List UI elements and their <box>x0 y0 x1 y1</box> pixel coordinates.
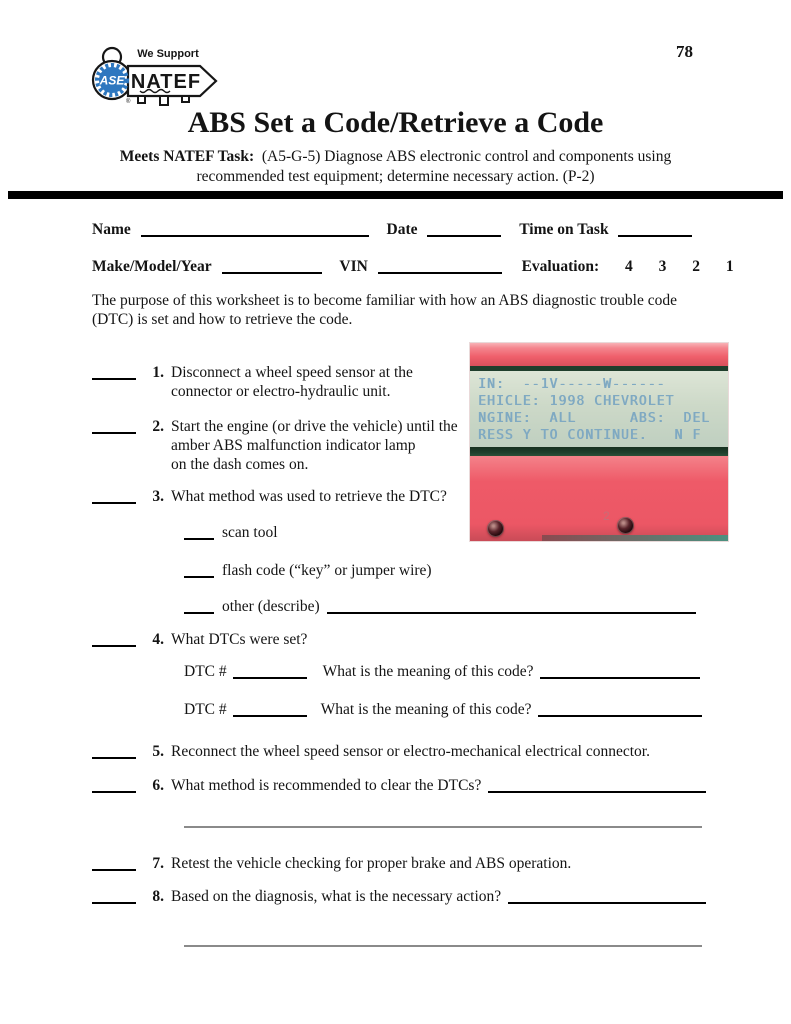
photo-bottom-edge <box>542 535 728 541</box>
dtc-meaning-blank <box>540 664 700 679</box>
dtc-meaning-question: What is the meaning of this code? <box>322 663 534 680</box>
task-2-check-blank <box>92 419 136 434</box>
task-item-3 <box>92 487 447 506</box>
task-item-4 <box>92 630 307 649</box>
page-title: ABS Set a Code/Retrieve a Code <box>187 106 604 139</box>
time-on-task-field-blank <box>618 222 692 237</box>
vin-label: VIN <box>339 258 368 275</box>
registered-mark: ® <box>126 99 131 105</box>
evaluation-value-1: 1 <box>725 258 734 275</box>
date-field-blank <box>427 222 501 237</box>
task-1-check-blank <box>92 365 136 380</box>
date-label: Date <box>386 221 418 238</box>
purpose-line-1: The purpose of this worksheet is to become familiar with how an ABS diagnostic trouble code <box>92 292 678 309</box>
page-number: 78 <box>676 42 693 61</box>
dtc-code-blank <box>233 702 307 717</box>
lcd-line-1: IN: --1V-----W------ <box>478 377 666 392</box>
screw-icon <box>617 517 634 534</box>
task-7-number: 7. <box>152 855 164 872</box>
scan-tool-top-bezel <box>470 343 728 366</box>
task-item-8 <box>92 887 706 906</box>
dtc-meaning-blank <box>538 702 702 717</box>
evaluation-label: Evaluation: <box>521 258 600 275</box>
task-4-text: What DTCs were set? <box>171 631 308 648</box>
task-item-6 <box>92 776 706 795</box>
dtc-code-blank <box>233 664 307 679</box>
lcd-line-4: RESS Y TO CONTINUE. N F <box>478 428 702 443</box>
task-5-text: Reconnect the wheel speed sensor or electro-mechanical electrical connector. <box>171 743 650 760</box>
task-8-check-blank <box>92 889 136 904</box>
task-label: Meets NATEF Task: <box>119 148 255 165</box>
task-2-text: Start the engine (or drive the vehicle) until the amber ABS malfunction indicator lamp on the dash comes on. <box>171 418 458 473</box>
dtc-label: DTC # <box>184 663 227 680</box>
task-1-number: 1. <box>152 364 164 381</box>
task-item-1 <box>92 363 413 401</box>
task-3-option-other <box>184 597 696 616</box>
task-8-text: Based on the diagnosis, what is the necessary action? <box>171 888 502 905</box>
task-4-number: 4. <box>152 631 164 648</box>
dtc-meaning-question: What is the meaning of this code? <box>320 701 532 718</box>
dtc-label: DTC # <box>184 701 227 718</box>
task-3-option-flash-code <box>184 561 432 580</box>
task-item-7 <box>92 854 571 873</box>
task-5-check-blank <box>92 744 136 759</box>
lcd-line-2: EHICLE: 1998 CHEVROLET <box>478 394 675 409</box>
task-3-option-scan-tool <box>184 523 278 542</box>
option-label: scan tool <box>222 524 278 541</box>
task-3-check-blank <box>92 489 136 504</box>
scan-tool-lcd-screen <box>470 371 728 447</box>
option-check-blank <box>184 563 214 578</box>
scan-tool-lower-bezel <box>470 456 728 541</box>
make-model-year-field-blank <box>222 259 322 274</box>
task-6-check-blank <box>92 778 136 793</box>
task-6-text: What method is recommended to clear the DTCs? <box>171 777 482 794</box>
evaluation-value-4: 4 <box>624 258 633 275</box>
task-8-number: 8. <box>152 888 164 905</box>
key-teeth <box>138 96 189 105</box>
task-6-answer-blank <box>488 778 706 793</box>
task-line-1 <box>0 147 791 167</box>
task-3-text: What method was used to retrieve the DTC? <box>171 488 447 505</box>
task-item-2 <box>92 417 458 474</box>
task-6-number: 6. <box>152 777 164 794</box>
task-5-number: 5. <box>152 743 164 760</box>
option-check-blank <box>184 525 214 540</box>
lcd-frame-bottom <box>470 447 728 456</box>
divider-rule <box>8 191 783 199</box>
task-8-answer-blank <box>508 889 706 904</box>
logo-natef-text: NATEF <box>130 71 202 93</box>
task-4-check-blank <box>92 632 136 647</box>
option-label: flash code (“key” or jumper wire) <box>222 562 432 579</box>
dtc-row-1 <box>184 662 700 681</box>
other-describe-blank <box>327 599 696 614</box>
evaluation-value-2: 2 <box>692 258 700 275</box>
task-1-text: Disconnect a wheel speed sensor at the connector or electro-hydraulic unit. <box>171 364 413 400</box>
time-on-task-label: Time on Task <box>519 221 609 238</box>
screw-icon <box>487 520 504 537</box>
natef-task-statement <box>0 147 791 187</box>
name-label: Name <box>92 221 131 238</box>
task-7-check-blank <box>92 856 136 871</box>
natef-key-logo-icon <box>86 40 218 106</box>
task-2-number: 2. <box>152 418 164 435</box>
option-label: other (describe) <box>222 598 320 615</box>
vin-field-blank <box>378 259 502 274</box>
student-info-row <box>92 220 732 239</box>
purpose-paragraph <box>92 291 732 329</box>
name-field-blank <box>141 222 369 237</box>
option-check-blank <box>184 599 214 614</box>
task-text-2: recommended test equipment; determine necessary action. (P-2) <box>196 168 595 185</box>
molded-number: 2 <box>603 509 610 523</box>
lcd-line-3: NGINE: ALL ABS: DEL <box>478 411 711 426</box>
evaluation-value-3: 3 <box>658 258 667 275</box>
task-8-answer-line <box>184 935 702 947</box>
task-6-answer-line <box>184 816 702 828</box>
dtc-row-2 <box>184 700 702 719</box>
task-item-5 <box>92 742 650 761</box>
logo-we-support-text: We Support <box>137 48 199 60</box>
natef-logo <box>86 40 218 111</box>
task-text-1: (A5-G-5) Diagnose ABS electronic control and components using <box>261 148 672 165</box>
purpose-line-2: (DTC) is set and how to retrieve the code. <box>92 311 353 328</box>
ase-logo-text: ASE <box>99 73 125 88</box>
make-model-year-label: Make/Model/Year <box>92 258 212 275</box>
scan-tool-photo <box>470 343 728 541</box>
task-3-number: 3. <box>152 488 164 505</box>
vehicle-info-row <box>92 257 732 276</box>
task-7-text: Retest the vehicle checking for proper brake and ABS operation. <box>171 855 572 872</box>
